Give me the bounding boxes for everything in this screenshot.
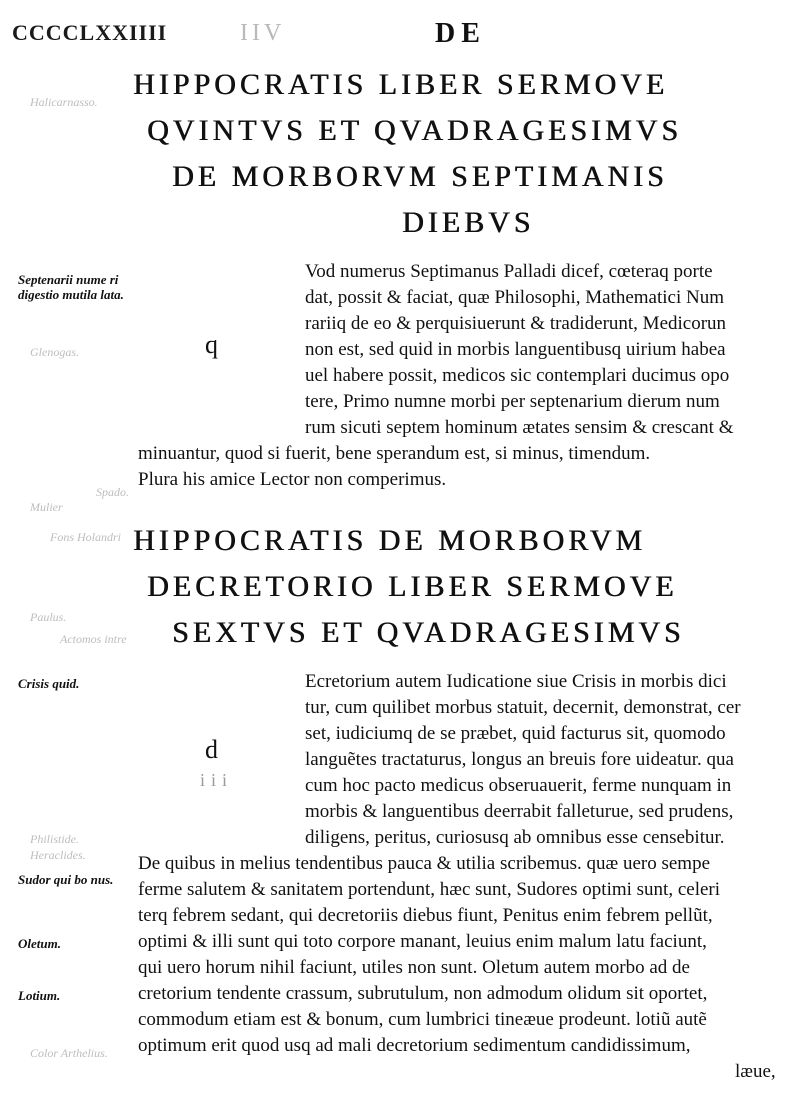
margin-note: Oletum.	[18, 936, 61, 951]
folio-number: CCCCLXXIIII	[12, 20, 168, 45]
text-line: Vod numerus Septimanus Palladi dicef, cœteraq porte	[305, 261, 713, 282]
bleed-through-note: Spado.	[96, 485, 129, 499]
book-title-line: QVINTVS ET QVADRAGESIMVS	[147, 114, 682, 147]
text-line: morbis & languentibus deerrabit falleturue, sed prudens,	[305, 801, 734, 822]
text-line: De quibus in melius tendentibus pauca & utilia scribemus. quæ uero sempe	[138, 853, 711, 874]
text-line: set, iudiciumq de se præbet, quid facturus sit, quomodo	[305, 723, 726, 744]
bleed-through-note: Heraclides.	[30, 848, 86, 862]
bleed-through-note: Mulier	[30, 500, 63, 514]
bleed-through-note: Halicarnasso.	[30, 95, 98, 109]
book-title-line: HIPPOCRATIS LIBER SERMOVE	[133, 68, 669, 101]
book-title-line: HIPPOCRATIS DE MORBORVM	[133, 524, 647, 557]
text-line: rariiq de eo & perquisiuerunt & tradiderunt, Medicorun	[305, 313, 727, 334]
bleed-through-note: Color Arthelius.	[30, 1046, 108, 1060]
text-line: optimi & illi sunt qui toto corpore manant, leuius enim malum latu faciunt,	[138, 931, 707, 952]
book-title-line: SEXTVS ET QVADRAGESIMVS	[172, 616, 685, 649]
text-line: Ecretorium autem Iudicatione siue Crisis in morbis dici	[305, 671, 727, 692]
bleed-through-note: Philistide.	[30, 832, 79, 846]
bleed-through-heading: IIV	[240, 20, 286, 46]
book-title-line: DECRETORIO LIBER SERMOVE	[147, 570, 678, 603]
text-line: tur, cum quilibet morbus statuit, decernit, demonstrat, cer	[305, 697, 741, 718]
text-line: ferme salutem & sanitatem portendunt, hæc sunt, Sudores optimi sunt, celeri	[138, 879, 721, 900]
signature-mark: iii	[200, 770, 234, 790]
text-line: qui uero horum nihil faciunt, utiles non sunt. Oletum autem morbo ad de	[138, 957, 690, 978]
bleed-through-note: Glenogas.	[30, 345, 79, 359]
text-line: Plura his amice Lector non comperimus.	[138, 469, 447, 490]
text-line: diligens, peritus, curiosusq ab omnibus esse censebitur.	[305, 827, 725, 848]
text-line: læue,	[735, 1061, 776, 1082]
margin-note: Septenarii nume ri digestio mutila lata.	[18, 272, 124, 302]
text-line: minuantur, quod si fuerit, bene sperandum est, si minus, timendum.	[138, 443, 651, 464]
book-title-line: DE MORBORVM SEPTIMANIS	[172, 160, 668, 193]
bleed-through-note: Actomos intre	[60, 632, 127, 646]
text-line: optimum erit quod usq ad mali decretorium sedimentum candidissimum,	[138, 1035, 691, 1056]
text-line: uel habere possit, medicos sic contemplari ducimus opo	[305, 365, 730, 386]
book-title-line: DIEBVS	[402, 206, 535, 239]
bleed-through-note: Paulus.	[30, 610, 67, 624]
text-line: non est, sed quid in morbis languentibusq uirium habea	[305, 339, 726, 360]
drop-cap: q	[205, 330, 218, 359]
text-line: languẽtes tractaturus, longus an breuis fore uideatur. qua	[305, 749, 734, 770]
margin-note: Crisis quid.	[18, 676, 80, 691]
text-line: dat, possit & faciat, quæ Philosophi, Mathematici Num	[305, 287, 725, 308]
margin-note: Lotium.	[18, 988, 61, 1003]
text-line: terq febrem sedant, qui decretoriis diebus fiunt, Penitus enim febrem pellũt,	[138, 905, 713, 926]
running-title: DE	[435, 18, 486, 49]
text-line: cretorium tendente crassum, subrutulum, non admodum olidum sit oportet,	[138, 983, 708, 1004]
text-line: commodum etiam est & bonum, cum lumbrici tineæue prodeunt. lotiũ autẽ	[138, 1009, 707, 1030]
margin-note: Sudor qui bo nus.	[18, 872, 114, 887]
text-line: rum sicuti septem hominum ætates sensim & crescant &	[305, 417, 734, 438]
text-line: tere, Primo numne morbi per septenarium dierum num	[305, 391, 720, 412]
drop-cap: d	[205, 735, 218, 764]
text-line: cum hoc pacto medicus obseruauerit, ferme nunquam in	[305, 775, 732, 796]
bleed-through-note: Fons Holandri	[50, 530, 122, 544]
